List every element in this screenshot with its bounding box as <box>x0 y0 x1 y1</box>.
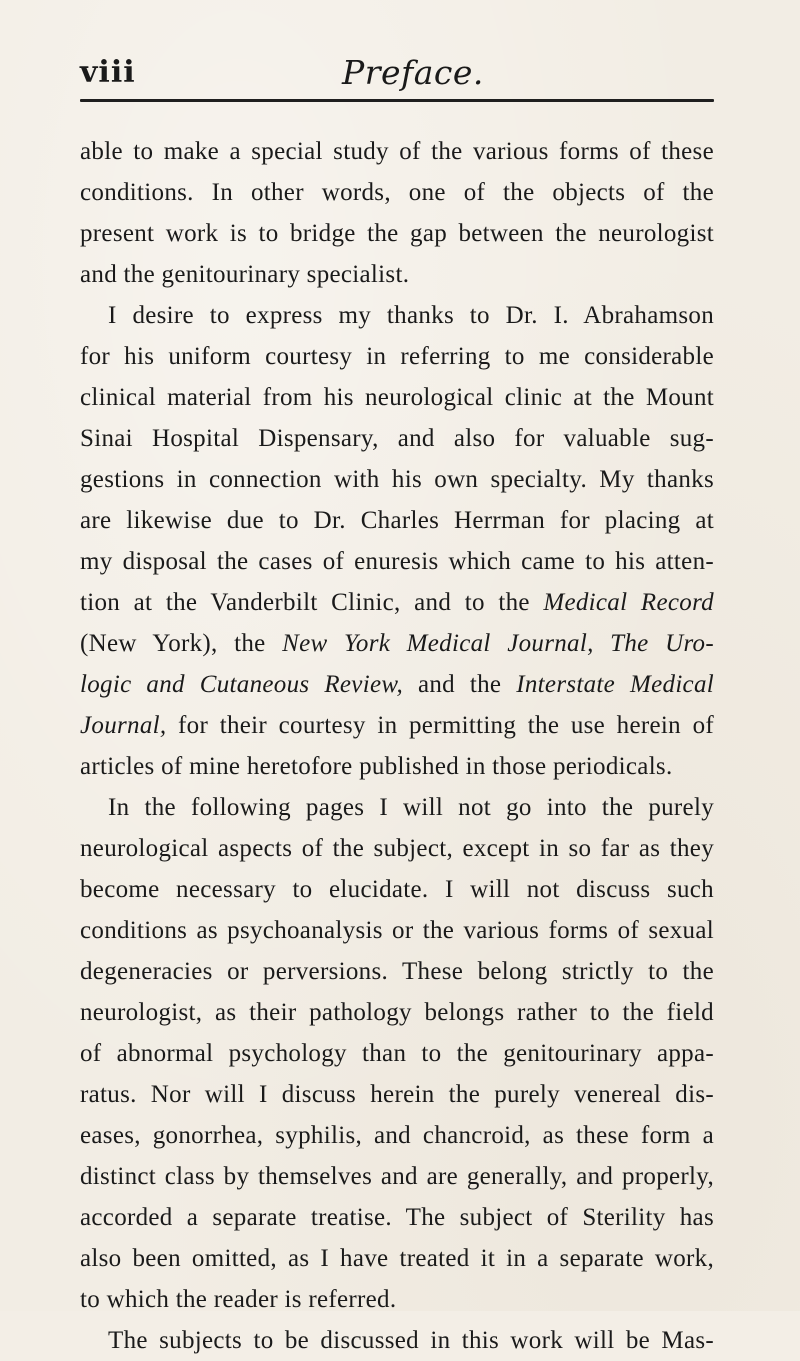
text-line <box>80 1115 714 1156</box>
text-segment: eases, gonorrhea, syphilis, and chancroid, as these form a <box>80 1122 714 1149</box>
text-line <box>80 1156 714 1197</box>
running-title: Preface. <box>342 53 484 92</box>
text-segment: conditions as psychoanalysis or the various forms of sexual <box>80 917 714 944</box>
text-line <box>80 336 714 377</box>
text-line <box>80 500 714 541</box>
italic-text-segment: Interstate Medical <box>516 671 715 698</box>
text-segment: distinct class by themselves and are generally, and properly, <box>80 1163 714 1190</box>
italic-text-segment: Medical Record <box>543 589 714 616</box>
text-line <box>80 623 714 664</box>
text-line <box>80 418 714 459</box>
header-rule <box>80 99 714 102</box>
page-number: viii <box>80 55 136 90</box>
text-line <box>80 295 714 336</box>
text-line <box>80 746 714 787</box>
italic-text-segment: logic and Cutaneous Review, <box>80 671 404 698</box>
text-line <box>80 828 714 869</box>
text-line <box>80 1279 714 1320</box>
text-line <box>80 254 714 295</box>
text-segment: neurological aspects of the subject, except in so far as they <box>80 835 714 862</box>
italic-text-segment: Journal, <box>80 712 167 739</box>
text-line <box>80 664 714 705</box>
text-line <box>80 172 714 213</box>
text-line <box>80 131 714 172</box>
text-line <box>80 213 714 254</box>
text-segment: my disposal the cases of enuresis which came to his atten- <box>80 548 714 575</box>
text-segment: of abnormal psychology than to the genitourinary appa- <box>80 1040 714 1067</box>
text-segment: neurologist, as their pathology belongs rather to the field <box>80 999 714 1026</box>
text-line <box>80 705 714 746</box>
text-segment: clinical material from his neurological clinic at the Mount <box>80 384 714 411</box>
text-line <box>80 787 714 828</box>
text-line <box>80 1197 714 1238</box>
italic-text-segment: New York Medical Journal, The Uro- <box>282 630 714 657</box>
page-header <box>80 44 714 102</box>
text-line <box>80 869 714 910</box>
text-line <box>80 377 714 418</box>
text-segment: for his uniform courtesy in referring to me considerable <box>80 343 714 370</box>
text-line <box>80 910 714 951</box>
text-segment: tion at the Vanderbilt Clinic, and to the <box>80 589 544 616</box>
text-segment: present work is to bridge the gap between the neurologist <box>80 220 714 247</box>
text-segment: also been omitted, as I have treated it in a separate work, <box>80 1245 714 1272</box>
text-segment: for their courtesy in permitting the use herein of <box>166 712 714 739</box>
text-segment: accorded a separate treatise. The subject of Sterility has <box>80 1204 714 1231</box>
text-segment: become necessary to elucidate. I will not discuss such <box>80 876 714 903</box>
text-segment: Sinai Hospital Dispensary, and also for valuable sug- <box>80 425 714 452</box>
text-segment: able to make a special study of the various forms of these <box>80 138 714 165</box>
text-line <box>80 1238 714 1279</box>
text-line <box>80 582 714 623</box>
text-line <box>80 1320 714 1361</box>
text-line <box>80 1033 714 1074</box>
text-segment: gestions in connection with his own specialty. My thanks <box>80 466 714 493</box>
text-segment: The subjects to be discussed in this work will be Mas- <box>108 1327 714 1354</box>
text-segment: ratus. Nor will I discuss herein the purely venereal dis- <box>80 1081 714 1108</box>
text-line <box>80 992 714 1033</box>
text-segment: conditions. In other words, one of the objects of the <box>80 179 714 206</box>
text-segment: and the genitourinary specialist. <box>80 261 410 288</box>
text-segment: (New York), the <box>80 630 283 657</box>
text-line <box>80 541 714 582</box>
text-segment: are likewise due to Dr. Charles Herrman for placing at <box>80 507 714 534</box>
text-segment: and the <box>403 671 517 698</box>
preface-body-text <box>80 131 714 1361</box>
text-line <box>80 459 714 500</box>
text-segment: I desire to express my thanks to Dr. I. Abrahamson <box>108 302 714 329</box>
text-segment: articles of mine heretofore published in those periodicals. <box>80 753 673 780</box>
text-line <box>80 1074 714 1115</box>
text-line <box>80 951 714 992</box>
text-segment: In the following pages I will not go into the purely <box>108 794 714 821</box>
text-segment: degeneracies or perversions. These belong strictly to the <box>80 958 714 985</box>
text-segment: to which the reader is referred. <box>80 1286 397 1313</box>
